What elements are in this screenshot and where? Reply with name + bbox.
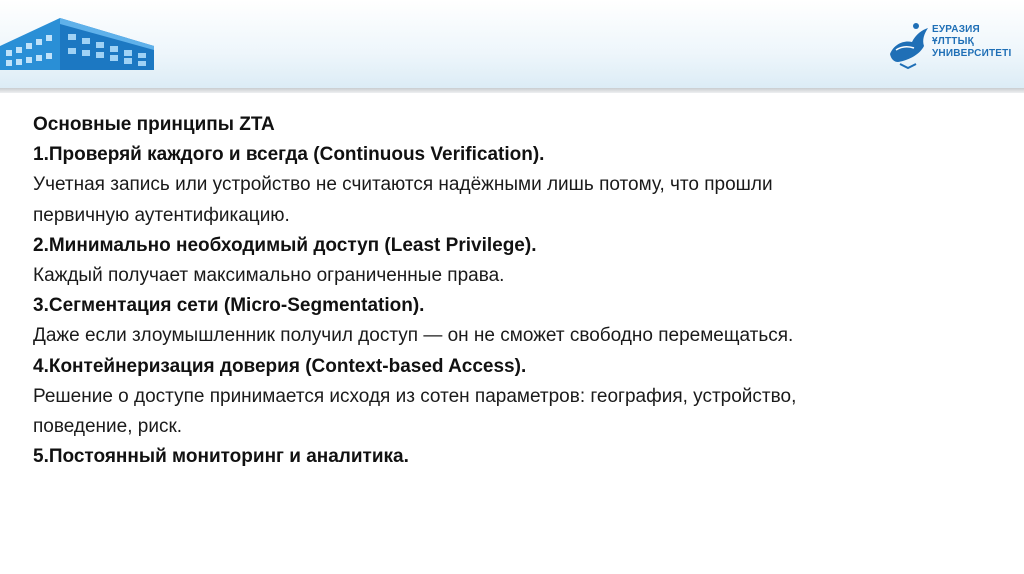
principle-description: Даже если злоумышленник получил доступ — он не сможет свободно перемещаться. <box>33 325 794 347</box>
university-name-line: УНИВЕРСИТЕТІ <box>932 48 1012 59</box>
slide-body <box>33 110 993 472</box>
principle-heading: 1.Проверяй каждого и всегда (Continuous Verification). <box>33 144 545 166</box>
slide-header <box>0 0 1024 88</box>
university-name-line: ЕУРАЗИЯ <box>932 24 980 35</box>
principle-description: поведение, риск. <box>33 416 183 438</box>
principle-heading: 5.Постоянный мониторинг и аналитика. <box>33 446 409 468</box>
university-emblem-icon <box>886 20 930 70</box>
principle-heading: 4.Контейнеризация доверия (Context-based Access). <box>33 355 527 377</box>
university-name <box>932 24 1018 60</box>
university-logo <box>886 20 1014 70</box>
principle-description: Каждый получает максимально ограниченные права. <box>33 265 505 287</box>
header-divider <box>0 88 1024 93</box>
principle-description: Учетная запись или устройство не считаются надёжными лишь потому, что прошли <box>33 174 773 196</box>
building-logo-icon <box>0 12 160 74</box>
slide-title: Основные принципы ZTA <box>33 114 275 135</box>
principle-description: первичную аутентификацию. <box>33 204 290 226</box>
university-name-line: ҰЛТТЫҚ <box>932 36 974 47</box>
principle-heading: 2.Минимально необходимый доступ (Least Privilege). <box>33 234 537 256</box>
principle-heading: 3.Сегментация сети (Micro-Segmentation). <box>33 295 425 317</box>
principle-description: Решение о доступе принимается исходя из сотен параметров: география, устройство, <box>33 385 797 407</box>
